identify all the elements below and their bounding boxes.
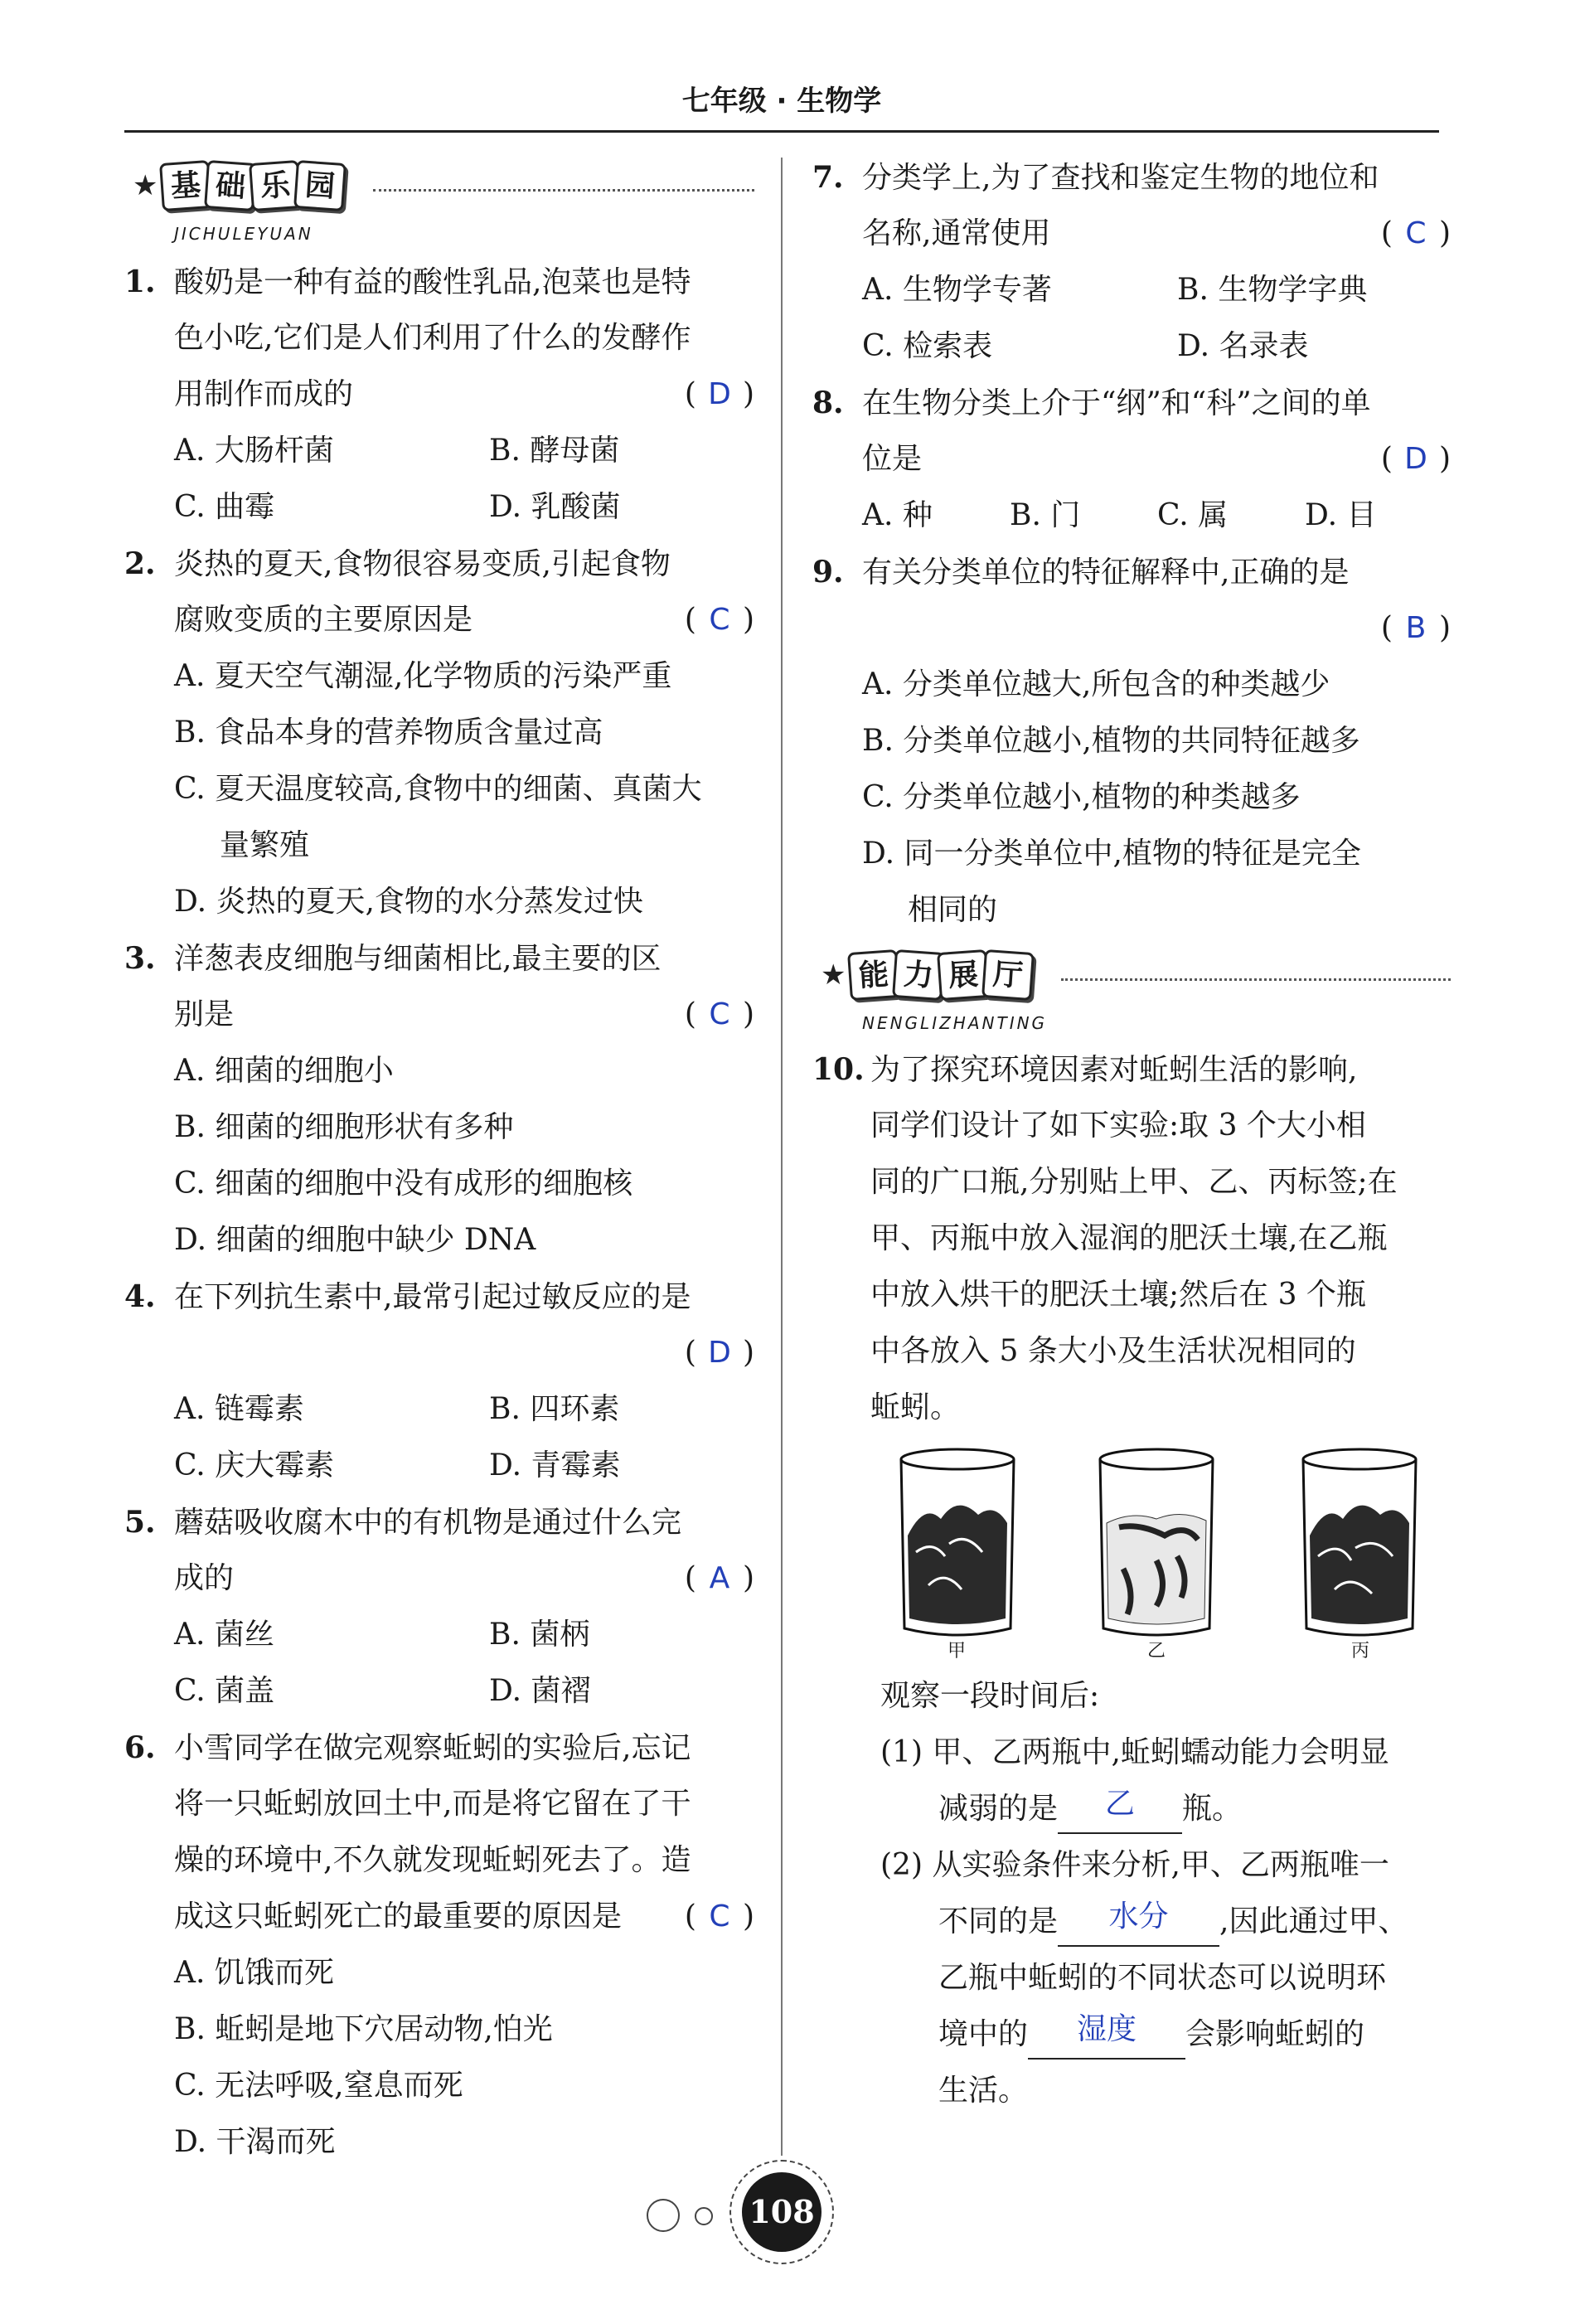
question-text: 洋葱表皮细胞与细菌相比,最主要的区 (174, 942, 662, 976)
question-text: 炎热的夏天,食物很容易变质,引起食物 (174, 547, 671, 581)
option: B. 菌柄 (489, 1618, 590, 1652)
answer-bracket: ( C ) (1381, 206, 1451, 262)
question-text: 同的广口瓶,分别贴上甲、乙、丙标签;在 (870, 1165, 1398, 1199)
sub-question-text: 不同的是 (938, 1904, 1059, 1938)
answer-value: C (1405, 216, 1427, 250)
decor-circle (647, 2199, 680, 2232)
option: B. 分类单位越小,植物的共同特征越多 (862, 724, 1360, 758)
question-4 (124, 1269, 754, 1494)
sub-question-text: ,因此通过甲、 (1219, 1904, 1408, 1938)
option: D. 炎热的夏天,食物的水分蒸发过快 (174, 885, 643, 919)
option: A. 大肠杆菌 (174, 434, 334, 468)
question-text: 成这只蚯蚓死亡的最重要的原因是 (174, 1899, 623, 1933)
option: A. 链霉素 (174, 1392, 304, 1426)
banner-char: 园 (294, 160, 347, 211)
sub-question-text: 甲、乙两瓶中,蚯蚓蠕动能力会明显 (932, 1735, 1389, 1769)
question-text: 中各放入 5 条大小及生活状况相同的 (870, 1334, 1356, 1368)
question-text: 名称,通常使用 (862, 216, 1051, 250)
option: B. 细菌的细胞形状有多种 (174, 1110, 514, 1144)
observe-text: 观察一段时间后: (880, 1679, 1100, 1713)
option: D. 干渴而死 (174, 2125, 336, 2159)
question-number: 2. (124, 546, 156, 581)
question-text: 小雪同学在做完观察蚯蚓的实验后,忘记 (174, 1731, 691, 1765)
banner-char: 能 (848, 949, 901, 1001)
sub-question-number: (2) (880, 1848, 923, 1882)
question-text: 腐败变质的主要原因是 (174, 603, 473, 637)
jar-bing (1303, 1449, 1416, 1635)
question-text: 成的 (174, 1561, 235, 1595)
question-2 (124, 536, 754, 930)
option: C. 细菌的细胞中没有成形的细胞核 (174, 1167, 633, 1201)
option: C. 曲霉 (174, 490, 275, 524)
question-text: 在下列抗生素中,最常引起过敏反应的是 (174, 1280, 691, 1314)
sub-question-text: 瓶。 (1182, 1792, 1243, 1826)
question-8 (812, 375, 1451, 544)
sub-question-text: 境中的 (938, 2017, 1029, 2051)
option: C. 夏天温度较高,食物中的细菌、真菌大 (174, 772, 702, 806)
answer-bracket: ( B ) (1381, 600, 1451, 657)
question-number: 8. (812, 386, 844, 420)
option: D. 青霉素 (489, 1448, 621, 1482)
dotted-rule (1061, 978, 1451, 981)
question-number: 4. (124, 1279, 156, 1314)
sub-question-text: 生活。 (938, 2074, 1029, 2108)
question-number: 7. (812, 160, 844, 195)
question-6 (124, 1720, 754, 2171)
jar-illustration (812, 1444, 1451, 1668)
option: B. 生物学字典 (1177, 273, 1368, 307)
answer-bracket: ( C ) (685, 1889, 754, 1945)
question-text: 甲、丙瓶中放入湿润的肥沃土壤,在乙瓶 (870, 1221, 1388, 1255)
banner-char: 乐 (250, 160, 303, 211)
option: A. 种 (862, 498, 933, 532)
question-text: 同学们设计了如下实验:取 3 个大小相 (870, 1109, 1366, 1143)
banner-char: 础 (205, 160, 258, 211)
jar-label: 乙 (1147, 1641, 1166, 1662)
question-text: 蚯蚓。 (870, 1390, 961, 1424)
option: C. 属 (1157, 498, 1229, 532)
banner-char: 展 (938, 949, 991, 1001)
answer-value: D (1404, 442, 1427, 476)
sub-question-number: (1) (880, 1735, 923, 1769)
question-3 (124, 930, 754, 1269)
question-10 (812, 1041, 1451, 2119)
answer-value: C (709, 997, 730, 1031)
question-9 (812, 544, 1451, 939)
option: D. 名录表 (1177, 329, 1309, 363)
answer-bracket: ( D ) (685, 1325, 754, 1381)
dotted-rule (373, 189, 754, 192)
question-number: 6. (124, 1730, 156, 1765)
answer-bracket: ( D ) (1381, 431, 1451, 488)
answer-bracket: ( A ) (685, 1550, 754, 1607)
option: A. 细菌的细胞小 (174, 1054, 394, 1088)
banner-char: 基 (160, 160, 213, 211)
sub-question-text: 乙瓶中蚯蚓的不同状态可以说明环 (938, 1961, 1387, 1995)
question-number: 10. (812, 1052, 865, 1087)
question-number: 9. (812, 555, 844, 589)
section-banner-nengli (812, 939, 1451, 1033)
answer-blank: 水分 (1058, 1889, 1219, 1947)
option: A. 饥饿而死 (174, 1956, 334, 1990)
option: B. 四环素 (489, 1392, 620, 1426)
question-text: 分类学上,为了查找和鉴定生物的地位和 (862, 161, 1379, 195)
option: A. 夏天空气潮湿,化学物质的污染严重 (174, 659, 672, 693)
jar-label: 丙 (1351, 1641, 1370, 1662)
option: C. 菌盖 (174, 1674, 275, 1708)
option: C. 分类单位越小,植物的种类越多 (862, 780, 1301, 814)
right-column (812, 149, 1451, 2119)
option: C. 庆大霉素 (174, 1448, 335, 1482)
answer-value: C (709, 603, 730, 637)
decor-circle (695, 2207, 713, 2225)
question-text: 色小吃,它们是人们利用了什么的发酵作 (174, 321, 691, 355)
option-continued: 相同的 (908, 893, 998, 927)
question-number: 3. (124, 941, 156, 976)
question-text: 别是 (174, 997, 235, 1031)
section-pinyin: JICHULEYUAN (174, 224, 313, 244)
question-7 (812, 149, 1451, 375)
option: D. 目 (1305, 498, 1377, 532)
page-number: 108 (742, 2172, 822, 2252)
option: B. 酵母菌 (489, 434, 620, 468)
jar-label: 甲 (948, 1641, 967, 1662)
question-5 (124, 1494, 754, 1720)
option: D. 细菌的细胞中缺少 DNA (174, 1223, 536, 1257)
option: A. 菌丝 (174, 1618, 274, 1652)
answer-bracket: ( C ) (685, 592, 754, 648)
answer-value: D (708, 377, 731, 411)
question-text: 中放入烘干的肥沃土壤;然后在 3 个瓶 (870, 1278, 1366, 1312)
answer-value: C (709, 1899, 730, 1933)
banner-char: 厅 (982, 949, 1035, 1001)
star-icon: ★ (133, 169, 158, 202)
answer-bracket: ( C ) (685, 987, 754, 1043)
sub-question-text: 会影响蚯蚓的 (1185, 2017, 1365, 2051)
option-continued: 量繁殖 (220, 828, 310, 862)
answer-blank: 湿度 (1028, 2001, 1185, 2060)
jar-yi (1100, 1449, 1213, 1635)
question-number: 1. (124, 264, 156, 299)
header-title: 七年级 · 生物学 (681, 85, 882, 118)
star-icon: ★ (821, 958, 846, 992)
option: C. 无法呼吸,窒息而死 (174, 2069, 463, 2103)
option: A. 分类单位越大,所包含的种类越少 (862, 667, 1330, 701)
page-header (124, 73, 1439, 133)
option: B. 食品本身的营养物质含量过高 (174, 716, 603, 750)
answer-value: A (709, 1561, 730, 1595)
jar-jia (901, 1449, 1014, 1635)
answer-blank: 乙 (1058, 1776, 1182, 1834)
question-text: 为了探究环境因素对蚯蚓生活的影响, (870, 1053, 1358, 1087)
option: B. 门 (1010, 498, 1081, 532)
option: B. 蚯蚓是地下穴居动物,怕光 (174, 2012, 553, 2046)
question-text: 酸奶是一种有益的酸性乳品,泡菜也是特 (174, 265, 691, 299)
option: D. 菌褶 (489, 1674, 591, 1708)
question-1 (124, 254, 754, 536)
option: D. 乳酸菌 (489, 490, 621, 524)
question-text: 在生物分类上介于“纲”和“科”之间的单 (862, 386, 1371, 420)
question-text: 燥的环境中,不久就发现蚯蚓死去了。造 (174, 1843, 691, 1877)
question-text: 位是 (862, 442, 923, 476)
answer-value: B (1405, 611, 1427, 645)
question-text: 用制作而成的 (174, 377, 354, 411)
question-text: 蘑菇吸收腐木中的有机物是通过什么完 (174, 1506, 682, 1540)
jars-figure (812, 1444, 1451, 1643)
option: C. 检索表 (862, 329, 993, 363)
sub-question-text: 减弱的是 (938, 1792, 1059, 1826)
section-banner-jichu (124, 149, 754, 244)
section-pinyin: NENGLIZHANTING (862, 1013, 1048, 1033)
question-text: 有关分类单位的特征解释中,正确的是 (862, 556, 1350, 589)
banner-char: 力 (893, 949, 946, 1001)
answer-bracket: ( D ) (685, 366, 754, 423)
sub-question-text: 从实验条件来分析,甲、乙两瓶唯一 (932, 1848, 1389, 1882)
left-column (124, 149, 754, 2171)
question-number: 5. (124, 1505, 156, 1540)
option: A. 生物学专著 (862, 273, 1052, 307)
question-text: 将一只蚯蚓放回土中,而是将它留在了干 (174, 1787, 691, 1821)
option: D. 同一分类单位中,植物的特征是完全 (862, 837, 1361, 871)
answer-value: D (708, 1336, 731, 1370)
